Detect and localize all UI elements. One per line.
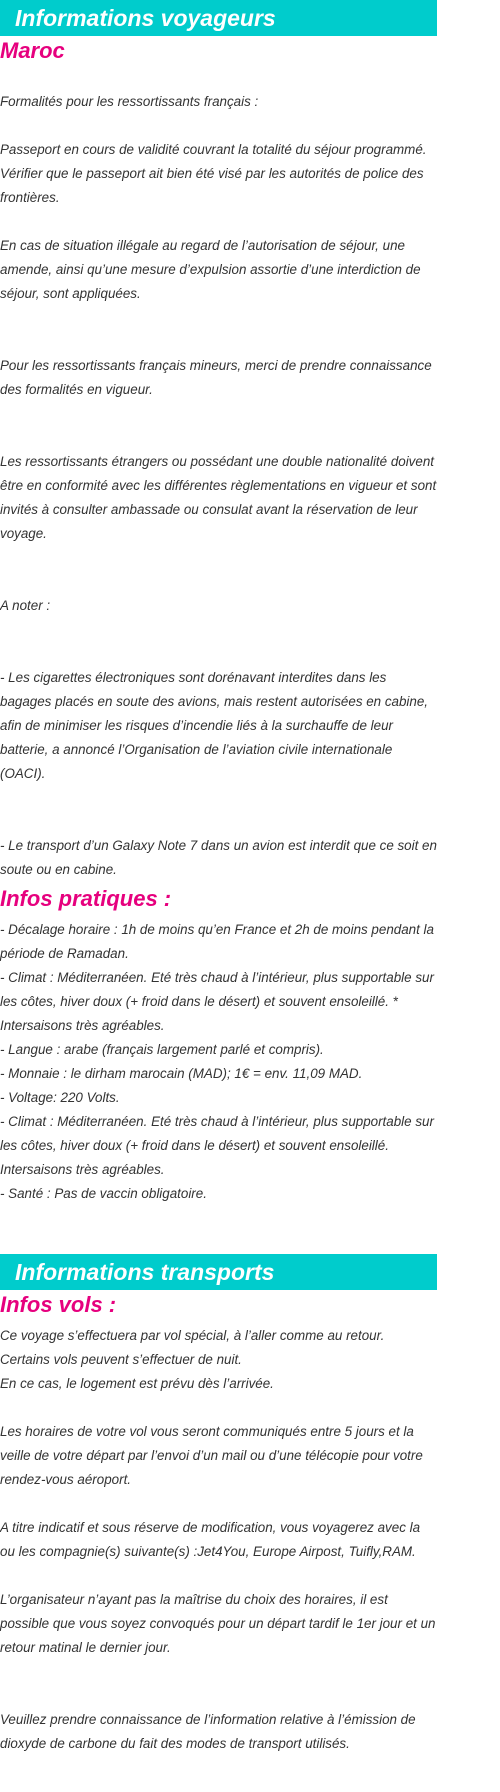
note-label: A noter : [0,598,51,613]
illegal-stay-paragraph: En cas de situation illégale au regard de l’autorisation de séjour, une amende, ainsi qu’une mesure d’expulsion assortie d’une interdiction de séjour, sont appliquées. [0,238,421,301]
spacer [0,1564,437,1588]
list-item: - Monnaie : le dirham marocain (MAD); 1€ = env. 11,09 MAD. [0,1066,363,1081]
spacer [0,546,437,594]
paragraph-line: En ce cas, le logement est prévu dès l’arrivée. [0,1376,274,1391]
co2-emission-paragraph: Veuillez prendre connaissance de l’information relative à l’émission de dioxyde de carbone du fait des modes de transport utilisés. [0,1712,416,1751]
passport-paragraph: Passeport en cours de validité couvrant la totalité du séjour programmé. Vérifier que le passeport ait bien été visé par les autorités de police des frontières. [0,142,427,205]
practical-info-heading: Infos pratiques : [0,886,172,911]
spacer [0,618,437,666]
banner-informations-voyageurs: Informations voyageurs [0,0,437,36]
list-item: - Climat : Méditerranéen. Eté très chaud à l’intérieur, plus supportable sur les côtes, hiver doux (+ froid dans le désert) et souvent ensoleillé. * Intersaisons très agréables. [0,970,434,1033]
e-cigarette-note: - Les cigarettes électroniques sont dorénavant interdites dans les bagages placés en soute des avions, mais restent autorisées en cabine, afin de minimiser les risques d’incendie liés à la surchauffe de leur batterie, a annoncé l’Organisation de l’aviation civile internationale (OACI). [0,670,429,781]
spacer [0,306,437,354]
spacer [0,1660,437,1708]
airlines-paragraph: A titre indicatif et sous réserve de modification, vous voyagerez avec la ou les compagnie(s) suivante(s) :Jet4You, Europe Airpost, Tuifly,RAM. [0,1520,421,1559]
flights-heading: Infos vols : [0,1292,117,1317]
spacer [0,66,437,90]
galaxy-note-7-note: - Le transport d’un Galaxy Note 7 dans un avion est interdit que ce soit en soute ou en cabine. [0,838,437,877]
schedule-control-paragraph: L’organisateur n’ayant pas la maîtrise du choix des horaires, il est possible que vous soyez convoqués pour un départ tardif le 1er jour et un retour matinal le dernier jour. [0,1592,436,1655]
country-heading: Maroc [0,38,65,63]
spacer [0,402,437,450]
spacer [0,786,437,834]
minors-paragraph: Pour les ressortissants français mineurs, merci de prendre connaissance des formalités en vigueur. [0,358,432,397]
formalities-intro: Formalités pour les ressortissants français : [0,94,259,109]
list-item: - Santé : Pas de vaccin obligatoire. [0,1186,207,1201]
spacer [0,114,437,138]
flight-schedule-paragraph: Les horaires de votre vol vous seront communiqués entre 5 jours et la veille de votre départ par l’envoi d’un mail ou d’une télécopie pour votre rendez-vous aéroport. [0,1424,423,1487]
spacer [0,1206,437,1254]
spacer [0,1492,437,1516]
paragraph-line: Ce voyage s’effectuera par vol spécial, à l’aller comme au retour. Certains vols peuvent s’effectuer de nuit. [0,1328,385,1367]
list-item: - Langue : arabe (français largement parlé et compris). [0,1042,324,1057]
list-item: - Voltage: 220 Volts. [0,1090,120,1105]
spacer [0,210,437,234]
foreign-nationals-paragraph: Les ressortissants étrangers ou possédant une double nationalité doivent être en conformité avec les différentes règlementations en vigueur et sont invités à consulter ambassade ou consulat avant la réservation de leur voyage. [0,454,437,541]
spacer [0,1396,437,1420]
banner-informations-transports: Informations transports [0,1254,437,1290]
special-flight-paragraph [0,1324,437,1396]
practical-info-list [0,918,437,1206]
list-item: - Décalage horaire : 1h de moins qu’en France et 2h de moins pendant la période de Ramadan. [0,922,434,961]
list-item: - Climat : Méditerranéen. Eté très chaud à l’intérieur, plus supportable sur les côtes, hiver doux (+ froid dans le désert) et souvent ensoleillé. Intersaisons très agréables. [0,1114,434,1177]
